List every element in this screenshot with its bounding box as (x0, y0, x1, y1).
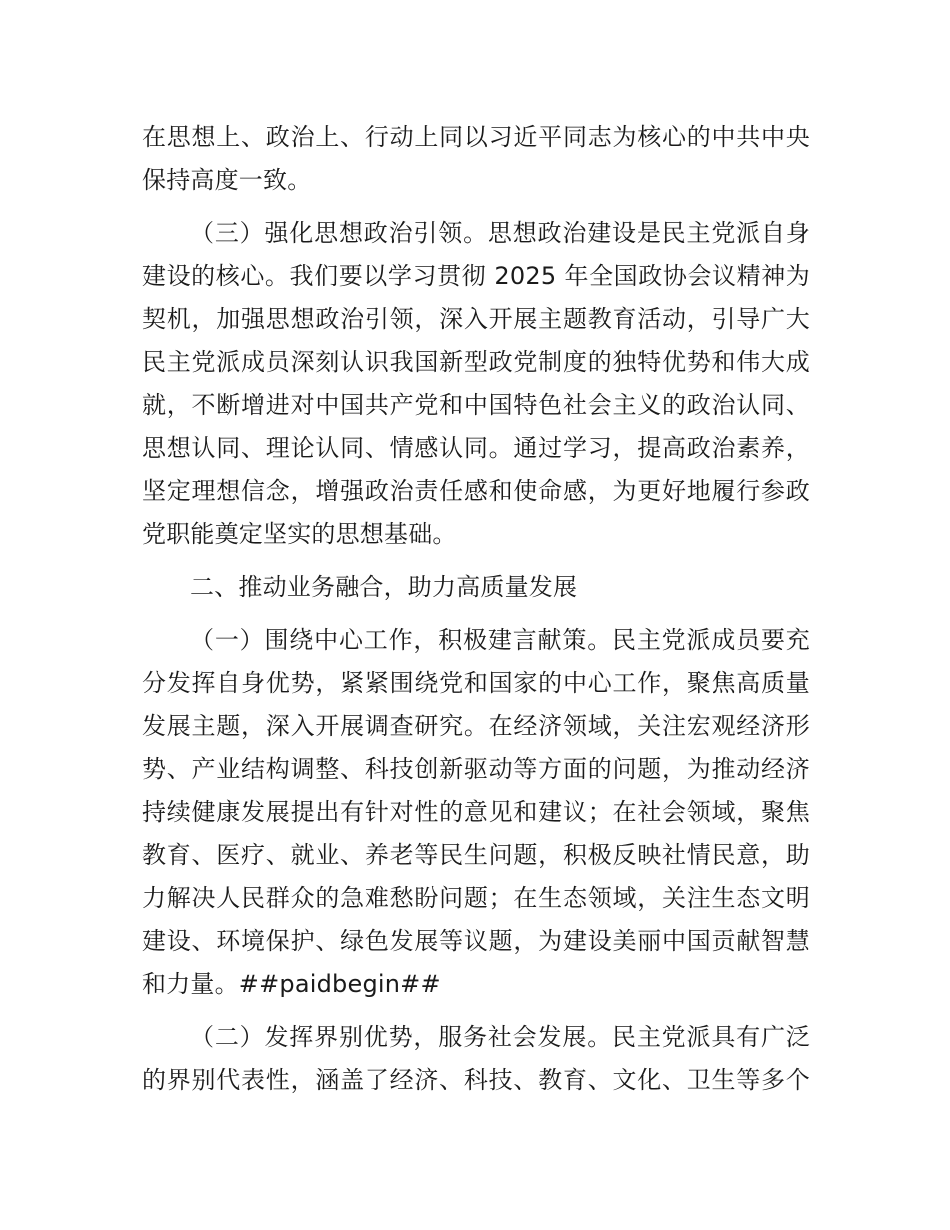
text-line: 坚定理想信念，增强政治责任感和使命感，为更好地履行参政 (142, 477, 810, 505)
paragraph-section-two (142, 1016, 810, 1102)
text-line: 力解决人民群众的急难愁盼问题；在生态领域，关注生态文明 (142, 884, 810, 912)
text-line: 持续健康发展提出有针对性的意见和建议；在社会领域，聚焦 (142, 798, 810, 826)
text-line: （二）发挥界别优势，服务社会发展。民主党派具有广泛 (190, 1023, 810, 1051)
text-line: 就，不断增进对中国共产党和中国特色社会主义的政治认同、 (142, 391, 810, 419)
text-line: 建设、环境保护、绿色发展等议题，为建设美丽中国贡献智慧 (142, 927, 810, 955)
text-line: （一）围绕中心工作，积极建言献策。民主党派成员要充 (190, 626, 810, 654)
text-line: 建设的核心。我们要以学习贯彻 2025 年全国政协会议精神为 (142, 262, 810, 290)
text-line: 的界别代表性，涵盖了经济、科技、教育、文化、卫生等多个 (142, 1066, 810, 1094)
text-line: 思想认同、理论认同、情感认同。通过学习，提高政治素养， (142, 434, 810, 462)
paragraph-section-one (142, 619, 810, 1006)
heading-line: 二、推动业务融合，助力高质量发展 (190, 573, 578, 601)
text-line: 发展主题，深入开展调查研究。在经济领域，关注宏观经济形 (142, 712, 810, 740)
text-line: （三）强化思想政治引领。思想政治建设是民主党派自身 (190, 219, 810, 247)
text-line: 契机，加强思想政治引领，深入开展主题教育活动，引导广大 (142, 305, 810, 333)
text-line: 保持高度一致。 (142, 166, 312, 194)
text-line: 分发挥自身优势，紧紧围绕党和国家的中心工作，聚焦高质量 (142, 669, 810, 697)
text-line: 在思想上、政治上、行动上同以习近平同志为核心的中共中央 (142, 123, 810, 151)
text-line: 势、产业结构调整、科技创新驱动等方面的问题，为推动经济 (142, 755, 810, 783)
text-line: 民主党派成员深刻认识我国新型政党制度的独特优势和伟大成 (142, 348, 810, 376)
paragraph-section-three (142, 212, 810, 556)
text-line: 和力量。##paidbegin## (142, 970, 441, 998)
section-heading (142, 566, 810, 609)
text-line: 党职能奠定坚实的思想基础。 (142, 520, 457, 548)
text-line: 教育、医疗、就业、养老等民生问题，积极反映社情民意，助 (142, 841, 810, 869)
document-body (142, 116, 810, 1112)
paragraph-continuation (142, 116, 810, 202)
